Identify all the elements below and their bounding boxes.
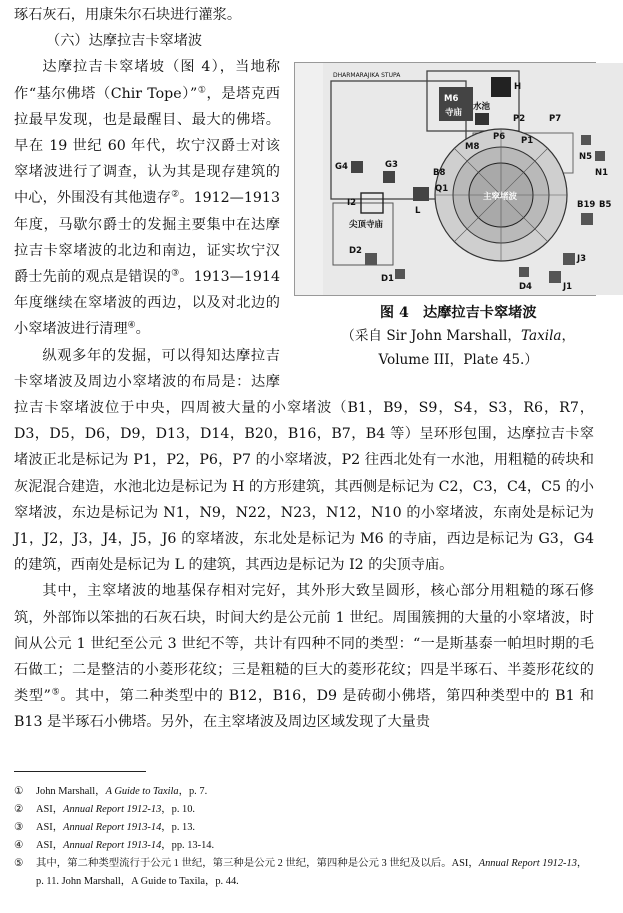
map-label-stupa-caption: DHARMARAJIKA STUPA — [333, 72, 401, 80]
footnote-italic: Annual Report 1913-14 — [63, 822, 162, 833]
figure-source-prefix: （采自 Sir John Marshall， — [341, 328, 521, 345]
footnote-italic: Annual Report 1913-14 — [63, 840, 162, 851]
map-label-l: L — [415, 206, 421, 217]
footnote-text — [36, 819, 594, 837]
footnote-pre: ASI， — [36, 822, 64, 833]
footnote-italic: Annual Report 1912-13 — [478, 858, 577, 869]
map-label-n5: N5 — [579, 152, 593, 163]
map-label-b8: B8 — [433, 168, 446, 179]
stupa-d2 — [365, 253, 377, 265]
water-tank — [475, 113, 489, 125]
footnote-post: ，p. 11. John Marshall，A Guide to Taxila，p. 44. — [36, 858, 588, 887]
footnote-post: ，p. 13. — [161, 822, 196, 833]
footnote-4 — [14, 837, 594, 855]
footnote-post: ，pp. 13-14. — [161, 840, 215, 851]
footnote-ref-1[interactable]: ① — [197, 84, 207, 95]
footnote-text — [36, 801, 594, 819]
site-plan-map — [294, 62, 612, 296]
map-label-main-stupa: 主窣堵波 — [483, 192, 518, 203]
continued-line: 琢石灰石，用康朱尔石块进行灌浆。 — [14, 7, 242, 23]
footnote-text — [36, 837, 594, 855]
footnote-ref-4[interactable]: ④ — [127, 320, 136, 331]
footnote-pre: ASI， — [36, 840, 64, 851]
footnote-mark: ② — [14, 804, 24, 815]
map-label-p2: P2 — [513, 114, 526, 125]
map-label-p6: P6 — [493, 132, 506, 143]
footnote-3 — [14, 819, 594, 837]
map-label-q1: Q1 — [435, 184, 449, 195]
p1-text-d: 。1913—1914 年度继续在窣堵波的西边，以及对北边的小窣堵波进行清理 — [14, 269, 280, 338]
building-g4 — [351, 161, 363, 173]
p3-text-a: 其中，主窣堵波的地基保存相对完好，其外形大致呈圆形，核心部分用粗糙的琢石修筑，外部饰以笨拙的石灰石块，时间大约是公元前 1 世纪。周围簇拥的大量的小窣堵波，时间从公元 1 世纪至公元 3 世纪不等，共计有四种不同的类型：“一是斯基泰一帕坦时期的毛石做工；二是整洁的小菱形花纹；三是粗糙的巨大的菱形花纹；四是半琢石、半菱形花纹的类型” — [14, 583, 594, 705]
footnote-post: ，p. 10. — [161, 804, 196, 815]
paragraph-1 — [14, 54, 612, 369]
map-label-i2: I2 — [347, 198, 357, 209]
map-label-g4: G4 — [335, 162, 349, 173]
figure-title: 图 4 达摩拉吉卡窣堵波 — [379, 305, 537, 322]
map-label-d4: D4 — [519, 282, 533, 293]
stupa-b19 — [581, 213, 593, 225]
map-label-m6-cn: 寺庙 — [445, 108, 463, 119]
footnote-5 — [14, 855, 594, 891]
figure-4 — [294, 62, 612, 370]
main-text — [14, 2, 612, 736]
footnote-ref-5[interactable]: ⑤ — [50, 687, 61, 698]
footnote-ref-3[interactable]: ③ — [171, 268, 180, 279]
stupa-n5 — [581, 135, 591, 145]
footnote-italic: Annual Report 1912-13 — [63, 804, 162, 815]
figure-source-line-2: Volume III，Plate 45.） — [378, 352, 538, 369]
paragraph-3 — [14, 578, 594, 735]
map-label-g3: G3 — [385, 160, 399, 171]
p1-text-e: 。 — [135, 321, 150, 338]
footnotes — [14, 783, 594, 891]
map-label-n1: N1 — [595, 168, 609, 179]
map-label-d1: D1 — [381, 274, 395, 285]
footnote-1 — [14, 783, 594, 801]
footnote-mark: ④ — [14, 840, 24, 851]
map-label-i2-cn: 尖顶寺庙 — [349, 220, 384, 231]
p3-text-b: 。其中，第二种类型中的 B12，B16，D9 是砖砌小佛塔，第四种类型中的 B1 和 B13 是半琢石小佛塔。另外，在主窣堵波及周边区域发现了大量贵 — [14, 688, 594, 731]
p1-text-b: ，是塔克西拉最早发现，也是最醒目、最大的佛塔。早在 19 世纪 60 年代，坎宁汉爵士对该窣堵波进行了调查，认为其是现存建筑的中心，外围没有其他遗存 — [14, 85, 280, 207]
footnote-2 — [14, 801, 594, 819]
footnote-pre: ASI， — [36, 804, 64, 815]
p1-text-a: 达摩拉吉卡窣堵坡（图 4），当地称作“基尔佛塔（Chir Tope）” — [14, 59, 280, 102]
figure-source-italic: Taxila — [520, 328, 562, 345]
site-plan-svg — [323, 63, 623, 295]
stupa-d1 — [395, 269, 405, 279]
stupa-j3 — [563, 253, 575, 265]
footnote-post: ，p. 7. — [178, 786, 208, 797]
stupa-j1 — [549, 271, 561, 283]
section-heading: （六）达摩拉吉卡窣堵波 — [46, 33, 203, 50]
footnote-text — [36, 855, 594, 891]
map-label-d2: D2 — [349, 246, 363, 257]
footnote-mark: ⑤ — [14, 858, 24, 869]
map-label-p1: P1 — [521, 136, 534, 147]
building-h — [491, 77, 511, 97]
map-label-h: H — [514, 82, 522, 93]
footnote-text — [36, 783, 594, 801]
map-label-m8: M8 — [465, 142, 480, 153]
figure-source-mid: ， — [561, 328, 576, 345]
p1-text-c: 。1912—1913 年度，马歇尔爵士的发掘主要集中在达摩拉吉卡窣堵波的北边和南边，证实坎宁汉爵士先前的观点是错误的 — [14, 190, 280, 286]
map-label-b19: B19 — [577, 200, 596, 211]
building-l — [413, 187, 429, 201]
map-label-j1: J1 — [563, 282, 573, 293]
stupa-n1 — [595, 151, 605, 161]
map-label-water: 水池 — [473, 102, 491, 113]
footnote-pre: 其中，第二种类型流行于公元 1 世纪，第三种是公元 2 世纪，第四种是公元 3 世纪及以后。ASI， — [36, 858, 479, 869]
map-label-p7: P7 — [549, 114, 562, 125]
footnote-mark: ③ — [14, 822, 24, 833]
footnote-ref-2[interactable]: ② — [171, 189, 180, 200]
footnote-pre: John Marshall， — [36, 786, 106, 797]
stupa-d4 — [519, 267, 529, 277]
map-label-j3: J3 — [577, 254, 587, 265]
map-label-b5: B5 — [599, 200, 612, 211]
footnote-mark: ① — [14, 786, 24, 797]
footnote-divider — [14, 771, 146, 772]
paragraph-2: 纵观多年的发掘，可以得知达摩拉吉卡窣堵波及周边小窣堵波的布局是：达摩拉吉卡窣堵波位于中央，四周被大量的小窣堵波（B1，B9，S9，S4，S3，R6，R7，D3，D5，D6，D9，D13，D14，B20，B16，B7，B4 等）呈环形包围，达摩拉吉卡窣堵波正北是标记为 P1，P2，P6，P7 的小窣堵波，P2 往西北处有一水池，用粗糙的砖块和灰泥混合建造，水池北边是标记为 H 的方形建筑，其西侧是标记为 C2，C3，C4，C5 的小窣堵波，东边是标记为 N1，N9，N22，N23，N12，N10 的小窣堵波，东南处是标记为 J1，J2，J3，J4，J5，J6 的窣堵波，东北处是标记为 M6 的寺庙，西边是标记为 G3，G4 的建筑，西南处是标记为 L 的建筑，其西边是标记为 I2 的尖顶寺庙。 — [14, 347, 594, 574]
building-g3 — [383, 171, 395, 183]
map-label-m6: M6 — [444, 94, 459, 105]
figure-source-line-1 — [294, 324, 594, 348]
footnote-italic: A Guide to Taxila — [105, 786, 179, 797]
